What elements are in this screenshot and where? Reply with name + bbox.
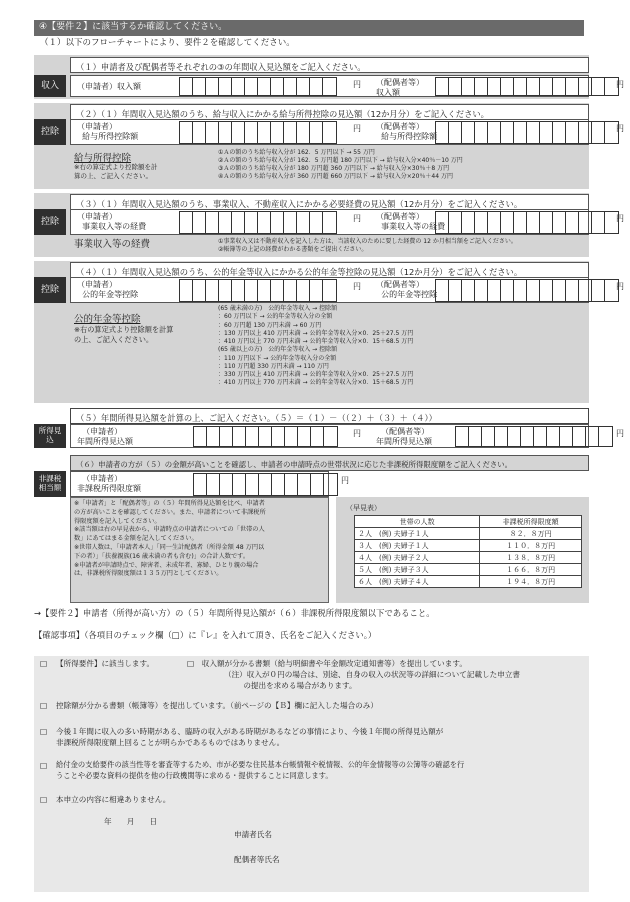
section-caption: （２）（１）年間収入見込額のうち、給与収入にかかる給与所得控除の見込額（12か月分）をご記入ください。 — [70, 104, 589, 120]
table-cell: １６６．８万円 — [480, 564, 582, 576]
business-expense-heading: 事業収入等の経費 — [74, 239, 151, 250]
section-header: ④【要件２】に該当するか確認してください。 — [34, 20, 584, 36]
pension-deduction-rules: (65 歳未満の方) 公的年金等収入 → 控除額 ：60 万円以下 → 公的年金等収入分の全額 ：60 万円超 130 万円未満 → 60 万円 ：130 万円以上 410 万円未満 → 公的年金等収入分×0．25＋27.5 万円 ：410 万円以上 770 万円未満 → 公的年金等収入分×0．15＋68.5 万円 (65 歳以上の方) 公的年金等収入 → 控除額 ：110 万円以下 → 公的年金等収入分の全額 ：110 万円超 330 万円未満 → 110 万円 ：330 万円以上 410 万円未満 → 公的年金等収入分×0．25＋27.5 万円 ：410 万円以上 770 万円未満 → 公的年金等収入分×0．15＋68.5 万円 — [218, 305, 414, 387]
applicant-label: （申請者）収入額 — [77, 82, 141, 91]
business-expense-row — [70, 209, 624, 235]
spouse-label: （配偶者等） 年間所得見込額 — [376, 427, 432, 446]
yen-unit: 円 — [353, 214, 361, 223]
date-field[interactable]: 年 月 日 — [104, 817, 158, 826]
confirm-title: 【確認事項】（各項目のチェック欄（□）に『レ』を入れて頂き、氏名をご記入ください。） — [34, 630, 377, 640]
tax-exempt-boxes[interactable] — [193, 473, 338, 496]
table-row — [355, 552, 582, 564]
business-expense-section — [34, 193, 624, 257]
section-label: 控除 — [34, 209, 66, 235]
checkbox[interactable]: □ — [40, 795, 48, 804]
table-cell: ３人 (例) 夫婦子１人 — [355, 540, 480, 552]
applicant-deduction-boxes[interactable] — [179, 121, 337, 144]
spouse-label: （配偶者等） 給与所得控除額 — [376, 122, 438, 141]
yen-unit: 円 — [353, 80, 361, 89]
applicant-income-boxes[interactable] — [179, 77, 337, 96]
checkbox[interactable]: □ — [40, 701, 48, 710]
yen-unit: 円 — [353, 124, 361, 133]
applicant-label: （申請者） 事業収入等の経費 — [77, 212, 147, 231]
table-cell: ５人 (例) 夫婦子３人 — [355, 564, 480, 576]
yen-unit: 円 — [616, 80, 624, 89]
income-section — [34, 55, 624, 99]
salary-deduction-section — [34, 103, 624, 189]
confirmation-panel — [34, 656, 589, 892]
spouse-deduction-boxes[interactable] — [435, 121, 619, 144]
table-row — [355, 564, 582, 576]
table-row — [355, 576, 582, 588]
salary-deduction-heading: 給与所得控除 — [74, 153, 132, 164]
confirm-item-income: 【所得要件】に該当します。 — [56, 659, 155, 668]
applicant-label: （申請者） 非課税所得限度額 — [77, 474, 141, 493]
table-row — [355, 540, 582, 552]
section-label: 所得見込 — [34, 424, 66, 448]
confirm-item-note: （注）収入が０円の場合は、別途、自身の収入の状況等の詳細について記載した申立書 の提出を求める場合があります。 — [224, 670, 520, 690]
checkbox[interactable]: □ — [40, 761, 48, 770]
section-caption: （１）申請者及び配偶者等それぞれの③の年間収入見込額をご記入ください。 — [70, 57, 589, 73]
spouse-estimate-boxes[interactable] — [455, 426, 613, 447]
pension-deduction-note: ※右の算定式より控除額を計算 の上、ご記入ください。 — [74, 325, 174, 344]
applicant-expense-boxes[interactable] — [179, 211, 337, 234]
table-cell: ２人 (例) 夫婦子１人 — [355, 528, 480, 540]
section-caption: （６）申請者の方が（５）の金額が高いことを確認し、申請者の申請時点の世帯状況に応じた非課税所得限度額をご記入ください。 — [70, 455, 589, 471]
confirm-item-documents[interactable]: □ 収入額が分かる書類（給与明細書や年金額改定通知書等）を提出しています。 — [187, 659, 467, 668]
table-cell: １９４．８万円 — [480, 576, 582, 588]
section-label: 非課税相当額 — [34, 471, 66, 497]
salary-deduction-rules: ①Ａの額のうち給与収入分が 162．5 万円以下 → 55 万円 ②Ａの額のうち給与収入分が 162．5 万円超 180 万円以下 → 給与収入分×40％－10 万円 ③Ａの額のうち給与収入分が 180 万円超 360 万円以下 → 給与収入分×30％＋8 万円 ④Ａの額のうち給与収入分が 360 万円超 660 万円以下 → 給与収入分×20％＋44 万円 — [218, 149, 463, 181]
quick-table-title: （早見表） — [346, 504, 381, 512]
income-estimate-row — [70, 424, 624, 448]
checkbox[interactable]: □ — [40, 727, 48, 736]
section-subheader: （１）以下のフローチャートにより、要件２を確認してください。 — [40, 38, 295, 48]
spouse-pension-boxes[interactable] — [435, 279, 619, 302]
spouse-name-field[interactable]: 配偶者等氏名 — [234, 855, 280, 864]
applicant-name-field[interactable]: 申請者氏名 — [234, 830, 272, 839]
table-header: 非課税所得限度額 — [480, 516, 582, 528]
pension-deduction-heading: 公的年金等控除 — [74, 314, 141, 325]
applicant-estimate-boxes[interactable] — [193, 426, 338, 447]
checkbox[interactable]: □ — [40, 659, 48, 668]
section-label: 控除 — [34, 119, 66, 145]
salary-deduction-note: ※右の算定式より控除額を計 算の上、ご記入ください。 — [74, 163, 158, 180]
spouse-expense-boxes[interactable] — [435, 211, 619, 234]
confirm-item-future-income: 今後１年間に収入の多い時期がある、臨時の収入がある時期があるなどの事情により、今後１年間の所得見込額が 非課税所得限度額上回ることが明らかであるものではありません。 — [56, 727, 444, 747]
yen-unit: 円 — [616, 282, 624, 291]
section-caption: （４）（１）年間収入見込額のうち、公的年金等収入にかかる公的年金等控除の見込額（12か月分）をご記入ください。 — [70, 262, 589, 278]
table-cell: ４人 (例) 夫婦子２人 — [355, 552, 480, 564]
tax-exempt-row — [70, 471, 349, 497]
table-cell: １３８．８万円 — [480, 552, 582, 564]
applicant-label: （申請者） 公的年金等控除 — [77, 280, 139, 299]
confirm-item-truth: 本申立の内容に相違ありません。 — [56, 795, 171, 804]
yen-unit: 円 — [616, 214, 624, 223]
tax-exempt-section — [34, 455, 589, 605]
spouse-label: （配偶者等） 公的年金等控除 — [376, 280, 438, 299]
section-label: 収入 — [34, 75, 66, 97]
confirm-item-deduction: 控除額が分かる書類（帳簿等）を提出しています。（前ページの【Ｂ】欄に記入した場合のみ） — [56, 701, 378, 710]
salary-deduction-row — [70, 119, 624, 145]
table-cell: １１０．８万円 — [480, 540, 582, 552]
spouse-label: （配偶者等） 収入額 — [376, 78, 424, 97]
yen-unit: 円 — [353, 282, 361, 291]
section-caption: （５）年間所得見込額を計算の上、ご記入ください。（５）＝（１）－（（２）＋（３）＋（４）） — [70, 408, 589, 424]
applicant-pension-boxes[interactable] — [179, 279, 337, 302]
table-cell: ８２．８万円 — [480, 528, 582, 540]
yen-unit: 円 — [353, 429, 361, 438]
table-row — [355, 528, 582, 540]
requirement-result: →【要件２】申請者（所得が高い方）の（５）年間所得見込額が（６）非課税所得限度額以下であること。 — [34, 608, 435, 618]
table-cell: ６人 (例) 夫婦子４人 — [355, 576, 480, 588]
spouse-label: （配偶者等） 事業収入等の経費 — [376, 212, 446, 231]
yen-unit: 円 — [341, 476, 349, 485]
section-caption: （３）（１）年間収入見込額のうち、事業収入、不動産収入にかかる必要経費の見込額（12か月分）をご記入ください。 — [70, 194, 589, 210]
table-header-row — [355, 516, 582, 528]
yen-unit: 円 — [616, 124, 624, 133]
table-header: 世帯の人数 — [355, 516, 480, 528]
income-row — [70, 75, 624, 97]
tax-exempt-notes: ※「申請者」と「配偶者等」の（５）年間所得見込額を比べ、申請者 の方が高いことを確認してください。また、申請者について非課税所 得限度額を記入してください。 ※該当額は右の早見表から、申請時点の申請者についての「世帯の人 数」にあてはまる金額を記入してください。 ※世帯人数は、「申請者本人」「同一生計配偶者（所得金額 48 万円以 下の者）」「扶養親族(16 歳未満の者も含む)」の合計人数です。 ※申請者が申請時点で、障害者、未成年者、寡婦、ひとり親の場合 は、非課税所得限度額は１３５万円としてください。 — [74, 500, 266, 578]
pension-deduction-section — [34, 261, 624, 403]
applicant-label: （申請者） 年間所得見込額 — [77, 427, 133, 446]
pension-deduction-row — [70, 277, 624, 303]
income-estimate-section — [34, 408, 624, 450]
section-label: 控除 — [34, 277, 66, 303]
business-expense-rules: ①事業収入又は不動産収入を記入した方は、当該収入のために要した経費の 12 か月相当額をご記入ください。 ②帳簿等の上記の経費がわかる書類をご提出ください。 — [218, 238, 517, 254]
spouse-income-boxes[interactable] — [435, 77, 619, 96]
quick-lookup-table — [354, 515, 582, 588]
yen-unit: 円 — [616, 429, 624, 438]
applicant-label: （申請者） 給与所得控除額 — [77, 122, 139, 141]
confirm-item-consent: 給付金の支給要件の該当性等を審査等するため、市が必要な住民基本台帳情報や税情報、公的年金情報等の公簿等の確認を行 うことや必要な資料の提供を他の行政機関等に求める・提供することに同意します。 — [56, 760, 465, 780]
